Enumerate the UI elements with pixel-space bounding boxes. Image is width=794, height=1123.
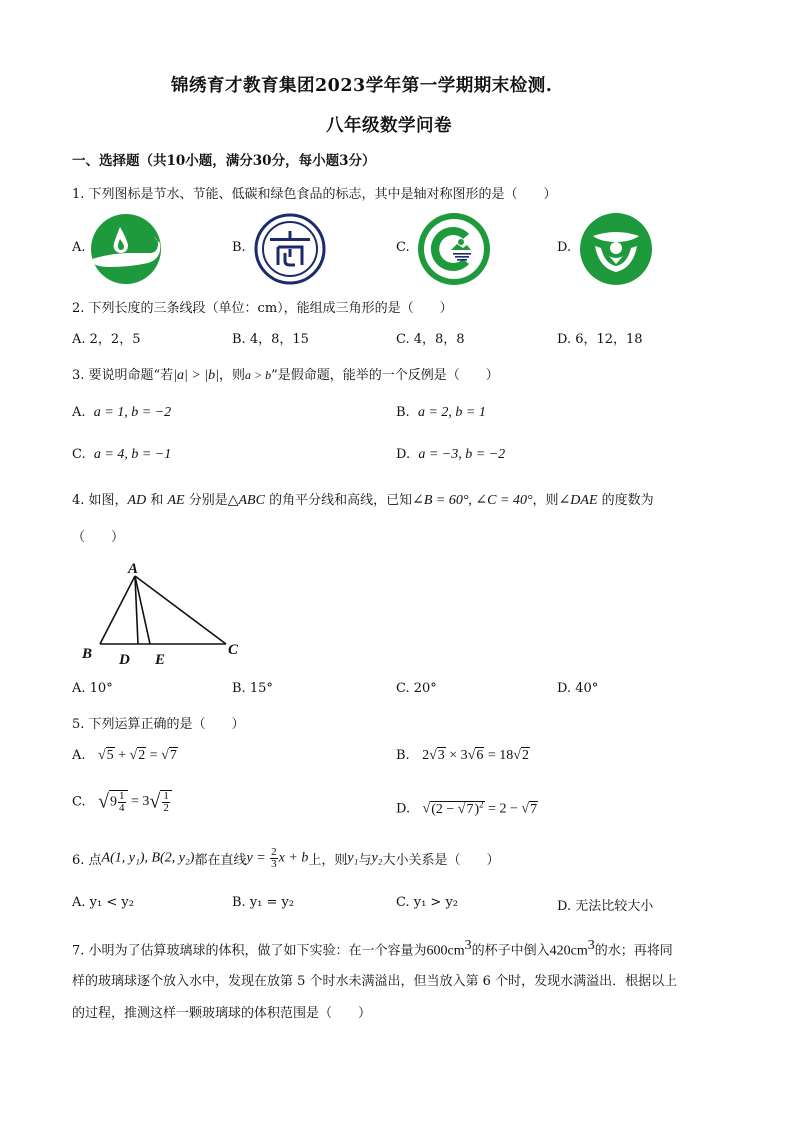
q4-condition: ∠B = 60°, ∠C = 40° bbox=[412, 493, 533, 508]
q6-option-b: B. y₁ = y₂ bbox=[232, 895, 295, 910]
figure-label-b: B bbox=[82, 646, 93, 662]
q5d-eq: = 2 − bbox=[484, 801, 522, 817]
q6-with: 与 bbox=[358, 853, 372, 868]
q3-option-d bbox=[396, 447, 505, 463]
q1-option-a-label: A. bbox=[72, 240, 86, 255]
q5d-square: 2 bbox=[479, 799, 484, 809]
q5-option-c: C. √9 $\frac{1}{4}$ = 3√ $\frac{1}{2}$ bbox=[72, 790, 172, 814]
figure-label-e: E bbox=[155, 652, 166, 668]
question-4-answer-blank: （ ） bbox=[72, 530, 125, 545]
q7-cube-2: 3 bbox=[587, 938, 595, 953]
q4-stem-pre: 4. 如图， bbox=[72, 493, 128, 508]
question-3-stem bbox=[72, 364, 499, 384]
q3-option-c-label: C. bbox=[72, 447, 86, 462]
q5b-radicand-1: 3 bbox=[437, 748, 445, 763]
figure-label-c: C bbox=[228, 642, 239, 658]
q5d-inner: (2 − bbox=[431, 801, 458, 817]
q6-line-lhs: y = bbox=[246, 850, 270, 866]
q5c-whole: 9 bbox=[110, 794, 118, 810]
q7-water: 420cm bbox=[549, 943, 588, 959]
q5b-times: × 3 bbox=[445, 748, 468, 763]
q4-end: 的度数为 bbox=[597, 493, 654, 508]
q1-option-d-label: D. bbox=[557, 240, 572, 255]
q5-option-a: A. √5 + √2 = √7 bbox=[72, 748, 177, 763]
q6-frac-den: 3 bbox=[271, 858, 277, 870]
section-heading: 一、选择题（共10小题，满分30分，每小题3分） bbox=[72, 153, 376, 169]
q4-option-b: B. 15° bbox=[232, 681, 273, 696]
q2-option-a: A. 2，2，5 bbox=[72, 332, 141, 347]
triangle-figure bbox=[78, 558, 250, 668]
q6-post: 上，则 bbox=[308, 853, 348, 868]
q3-stem-pre: 3. 要说明命题“若 bbox=[72, 368, 174, 383]
q4-ad: AD bbox=[127, 493, 147, 508]
q3-conclusion: a > b bbox=[245, 368, 272, 382]
q4-triangle: △ABC bbox=[227, 493, 265, 508]
q5c-den-2: 2 bbox=[163, 802, 169, 814]
q3-option-d-value: a = −3, b = −2 bbox=[418, 447, 506, 462]
question-7-line-1 bbox=[72, 938, 673, 959]
q4-and: 和 bbox=[146, 493, 168, 508]
q7-line1-mid: 的杯子中倒入 bbox=[471, 943, 550, 959]
page-title: 锦绣育才教育集团2023学年第一学期期末检测. bbox=[171, 76, 553, 96]
q5-option-b-label: B. bbox=[396, 748, 410, 763]
q7-cube-1: 3 bbox=[464, 938, 472, 953]
q6-end: 大小关系是（ ） bbox=[382, 853, 500, 868]
q7-line1-post: 的水；再将同 bbox=[594, 943, 673, 959]
q5b-eq: = 18 bbox=[484, 748, 514, 763]
q5-option-c-label: C. bbox=[72, 794, 86, 810]
q5b-coef-1: 2 bbox=[422, 748, 430, 763]
q5b-radicand-3: 2 bbox=[521, 748, 529, 763]
q5a-radicand-2: 2 bbox=[138, 748, 146, 763]
q5c-num-2: 1 bbox=[163, 790, 169, 802]
q3-option-a bbox=[72, 405, 171, 421]
q2-option-b: B. 4，8，15 bbox=[232, 332, 309, 347]
q6-points: A(1, y₁), B(2, y₂) bbox=[101, 850, 195, 866]
page-subtitle: 八年级数学问卷 bbox=[326, 116, 452, 136]
q3-option-a-label: A. bbox=[72, 405, 86, 420]
q6-mid: 都在直线 bbox=[194, 853, 247, 868]
q3-stem-post: ”是假命题，能举的一个反例是（ ） bbox=[271, 368, 499, 383]
figure-label-a: A bbox=[128, 561, 139, 577]
q3-stem-mid: ，则 bbox=[219, 368, 246, 383]
q3-condition: |a| > |b| bbox=[173, 368, 220, 383]
q5c-eq: = 3 bbox=[127, 794, 150, 809]
q7-capacity: 600cm bbox=[426, 943, 465, 959]
q5-option-b: B. 2√3 × 3√6 = 18√2 bbox=[396, 748, 529, 763]
q3-option-c-value: a = 4, b = −1 bbox=[93, 447, 172, 462]
q6-y2: y₂ bbox=[371, 850, 383, 866]
q6-pre: 6. 点 bbox=[72, 853, 102, 868]
q1-option-b-label: B. bbox=[232, 240, 246, 255]
q5a-radicand-1: 5 bbox=[106, 748, 114, 763]
q5d-close: ) bbox=[474, 801, 480, 817]
q1-option-c-label: C. bbox=[396, 240, 410, 255]
green-food-logo-icon bbox=[579, 212, 653, 286]
q5a-eq: = bbox=[146, 748, 162, 763]
q5-option-d: D. $√(2 - √7)^2 = 2 - √7$ bbox=[396, 799, 538, 817]
q5a-plus: + bbox=[114, 748, 130, 763]
question-7-line-2: 样的玻璃球逐个放入水中，发现在放第 5 个时水未满溢出，但当放入第 6 个时，发现水满溢出．根据以上 bbox=[72, 974, 678, 989]
q3-option-d-label: D. bbox=[396, 447, 411, 462]
question-7-line-3: 的过程，推测这样一颗玻璃球的体积范围是（ ） bbox=[72, 1006, 372, 1021]
q3-option-b-value: a = 2, b = 1 bbox=[417, 405, 486, 420]
question-1-stem: 1. 下列图标是节水、节能、低碳和绿色食品的标志，其中是轴对称图形的是（ ） bbox=[72, 187, 557, 202]
q5a-radicand-3: 7 bbox=[169, 748, 177, 763]
q2-option-d: D. 6，12，18 bbox=[557, 332, 643, 347]
q2-option-c: C. 4，8，8 bbox=[396, 332, 465, 347]
q3-option-b bbox=[396, 405, 486, 421]
q5c-num-1: 1 bbox=[119, 790, 125, 802]
q6-y1: y₁ bbox=[347, 850, 359, 866]
q5-option-d-label: D. bbox=[396, 801, 411, 817]
q6-option-c: C. y₁ > y₂ bbox=[396, 895, 459, 910]
q4-ae: AE bbox=[167, 493, 185, 508]
q5c-den-1: 4 bbox=[119, 802, 125, 814]
q3-option-b-label: B. bbox=[396, 405, 410, 420]
q6-line-rhs: x + b bbox=[278, 850, 309, 866]
q6-option-d: D. 无法比较大小 bbox=[557, 899, 654, 914]
water-saving-logo-icon bbox=[90, 213, 162, 285]
q6-frac-num: 2 bbox=[271, 846, 277, 858]
q4-mid: 分别是 bbox=[184, 493, 228, 508]
q5-option-a-label: A. bbox=[72, 748, 86, 763]
q7-line1-pre: 7. 小明为了估算玻璃球的体积，做了如下实验：在一个容量为 bbox=[72, 943, 427, 959]
q4-mid2: 的角平分线和高线，已知 bbox=[264, 493, 413, 508]
q4-target: ∠DAE bbox=[558, 493, 598, 508]
energy-saving-logo-icon bbox=[254, 213, 326, 285]
question-6-stem bbox=[72, 847, 500, 870]
q5d-radicand: 7 bbox=[466, 801, 474, 817]
q5b-radicand-2: 6 bbox=[476, 748, 484, 763]
q3-option-c bbox=[72, 447, 171, 463]
q4-option-c: C. 20° bbox=[396, 681, 437, 696]
low-carbon-logo-icon bbox=[417, 212, 491, 286]
q6-option-a: A. y₁ < y₂ bbox=[72, 895, 134, 910]
q4-option-a: A. 10° bbox=[72, 681, 113, 696]
q3-option-a-value: a = 1, b = −2 bbox=[93, 405, 172, 420]
figure-label-d: D bbox=[119, 652, 130, 668]
question-4-stem bbox=[72, 489, 654, 509]
question-5-stem: 5. 下列运算正确的是（ ） bbox=[72, 717, 245, 732]
q5d-radicand-2: 7 bbox=[530, 801, 538, 817]
q4-option-d: D. 40° bbox=[557, 681, 599, 696]
q4-post: ，则 bbox=[532, 493, 559, 508]
question-2-stem: 2. 下列长度的三条线段（单位：cm），能组成三角形的是（ ） bbox=[72, 301, 453, 316]
